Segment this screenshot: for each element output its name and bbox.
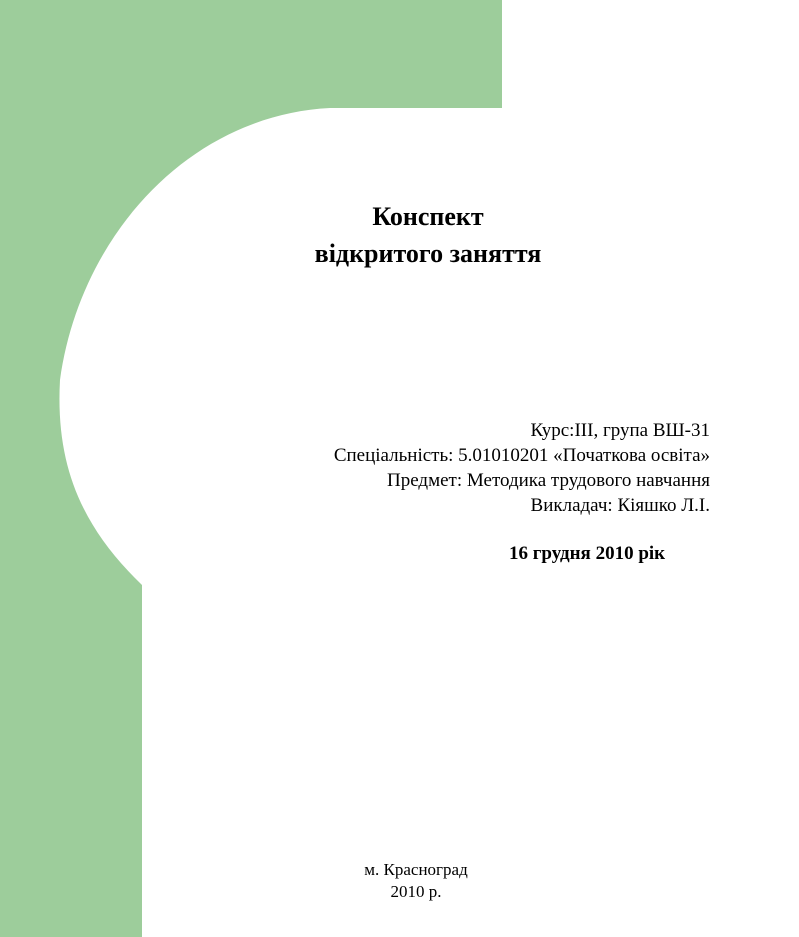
specialty-line: Спеціальність: 5.01010201 «Початкова освіта» <box>333 445 710 466</box>
teacher-line: Викладач: Кіяшко Л.І. <box>530 495 710 516</box>
subject-line: Предмет: Методика трудового навчання <box>387 470 710 491</box>
footer-block <box>300 859 532 903</box>
title-line-2: відкритого заняття <box>314 239 542 268</box>
course-group-line: Курс:ІІІ, група ВШ-31 <box>530 420 710 441</box>
course-info-block <box>334 418 710 518</box>
title-line-1: Конспект <box>372 202 484 231</box>
document-title <box>0 198 799 272</box>
footer-year: 2010 р. <box>390 882 442 901</box>
lesson-date: 16 грудня 2010 рік <box>509 543 666 564</box>
footer-city: м. Красноград <box>364 860 468 879</box>
